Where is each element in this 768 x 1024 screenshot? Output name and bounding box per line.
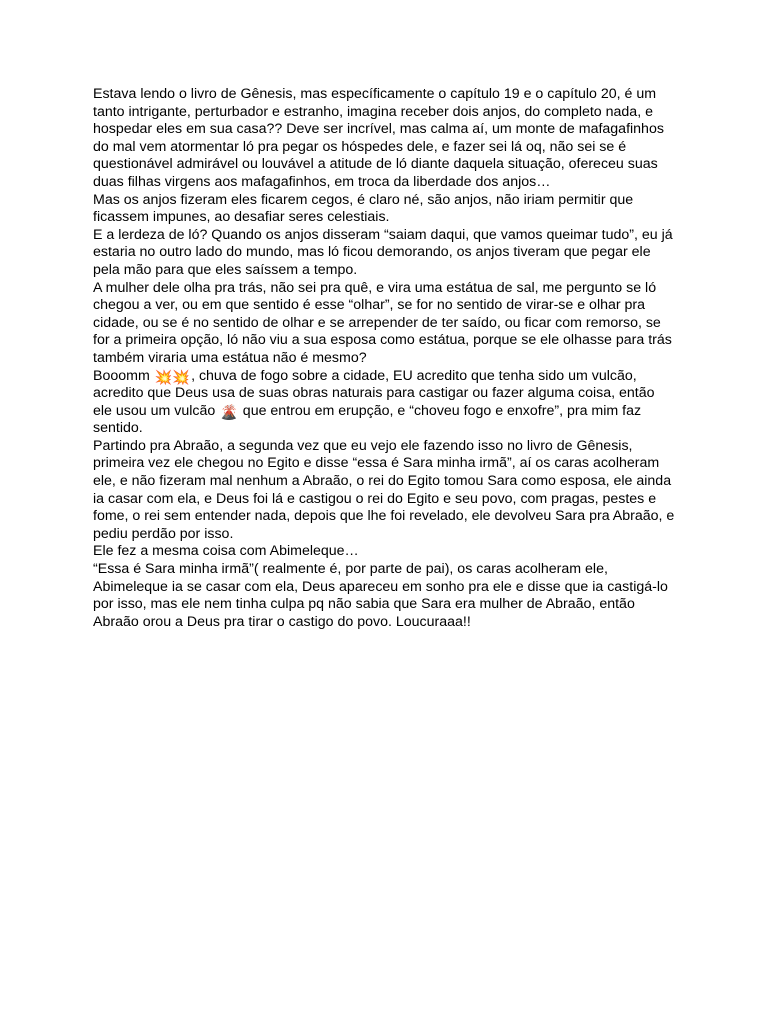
text-line: E a lerdeza de ló? Quando os anjos disseram “saiam daqui, que vamos queimar tudo”, eu já [93, 226, 673, 243]
text-line: do mal vem atormentar ló pra pegar os hóspedes dele, e fazer sei lá oq, não sei se é [93, 138, 627, 155]
collision-icon: 💥💥 [154, 369, 191, 386]
text-line: for a primeira opção, ló não viu a sua esposa como estátua, porque se ele olhasse para trás [93, 332, 672, 349]
text-line: hospedar eles em sua casa?? Deve ser incrível, mas calma aí, um monte de mafagafinhos [93, 121, 664, 138]
text-line: fome, o rei sem entender nada, depois que lhe foi revelado, ele devolveu Sara pra Abraão, e [93, 508, 675, 525]
text-line: por isso, mas ele nem tinha culpa pq não sabia que Sara era mulher de Abraão, então [93, 596, 635, 613]
document-body [93, 86, 683, 631]
boom-text-before: Booomm [93, 367, 154, 384]
text-line: primeira vez ele chegou no Egito e disse “essa é Sara minha irmã”, aí os caras acolheram [93, 455, 660, 472]
text-line-volcano [93, 403, 683, 421]
text-line: Mas os anjos fizeram eles ficarem cegos, é claro né, são anjos, não iriam permitir que [93, 191, 634, 208]
text-line: ficassem impunes, ao desafiar seres celestiais. [93, 209, 390, 226]
text-line: Ele fez a mesma coisa com Abimeleque… [93, 543, 359, 560]
text-line: cidade, ou se é no sentido de olhar e se arrepender de ter saído, ou ficar com remorso, se [93, 314, 661, 331]
text-line: ele, e não fizeram mal nenhum a Abraão, o rei do Egito tomou Sara como esposa, ele ainda [93, 473, 672, 490]
text-line: Abimeleque ia se casar com ela, Deus apareceu em sonho pra ele e disse que ia castigá-lo [93, 578, 668, 595]
text-line: também viraria uma estátua não é mesmo? [93, 349, 367, 366]
text-line: estaria no outro lado do mundo, mas ló ficou demorando, os anjos tiveram que pegar ele [93, 244, 651, 261]
text-line: pediu perdão por isso. [93, 525, 234, 542]
volcano-text-before: ele usou um vulcão [93, 402, 220, 419]
text-line-boom [93, 368, 683, 386]
text-line: “Essa é Sara minha irmã”( realmente é, por parte de pai), os caras acolheram ele, [93, 561, 608, 578]
text-line: Abraão orou a Deus pra tirar o castigo do povo. Loucuraaa!! [93, 613, 471, 630]
text-line: chegou a ver, ou em que sentido é esse “olhar”, se for no sentido de virar-se e olhar pra [93, 297, 646, 314]
text-line: questionável admirável ou louvável a atitude de ló diante daquela situação, ofereceu suas [93, 156, 658, 173]
text-line: pela mão para que eles saíssem a tempo. [93, 261, 358, 278]
text-line: A mulher dele olha pra trás, não sei pra quê, e vira uma estátua de sal, me pergunto se ló [93, 279, 657, 296]
text-line: acredito que Deus usa de suas obras naturais para castigar ou fazer alguma coisa, então [93, 385, 655, 402]
volcano-icon: 🌋 [220, 404, 238, 421]
text-line: ia casar com ela, e Deus foi lá e castigou o rei do Egito e seu povo, com pragas, pestes e [93, 490, 657, 507]
text-line: Estava lendo o livro de Gênesis, mas específicamente o capítulo 19 e o capítulo 20, é um [93, 86, 657, 102]
boom-text-after: , chuva de fogo sobre a cidade, EU acredito que tenha sido um vulcão, [191, 367, 637, 384]
text-line: duas filhas virgens aos mafagafinhos, em troca da liberdade dos anjos… [93, 173, 551, 190]
volcano-text-after: que entrou em erupção, e “choveu fogo e enxofre”, pra mim faz [238, 402, 642, 419]
text-line: sentido. [93, 420, 143, 437]
text-line: tanto intrigante, perturbador e estranho, imagina receber dois anjos, do completo nada, e [93, 103, 653, 120]
text-line: Partindo pra Abraão, a segunda vez que eu vejo ele fazendo isso no livro de Gênesis, [93, 437, 633, 454]
